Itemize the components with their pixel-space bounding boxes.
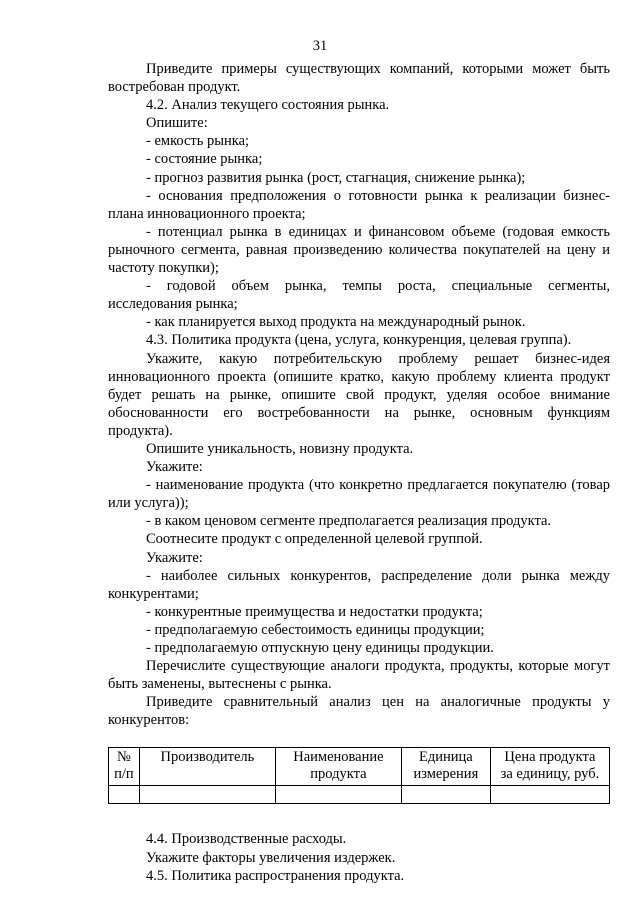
list-item: - состояние рынка; — [146, 151, 263, 168]
price-comparison-table — [108, 747, 610, 804]
table-cell — [490, 786, 609, 804]
paragraph: Перечислите существующие аналоги продукта, продукты, которые могут быть заменены, вытеснены с рынка. — [108, 658, 610, 693]
list-item: - емкость рынка; — [146, 133, 250, 150]
list-item: - наиболее сильных конкурентов, распределение доли рынка между конкурентами; — [108, 567, 610, 602]
list-item: - основания предположения о готовности рынка к реализации бизнес-плана инновационного проекта; — [108, 187, 610, 222]
list-item: - предполагаемую себестоимость единицы продукции; — [146, 621, 485, 638]
list-item: - прогноз развития рынка (рост, стагнация, снижение рынка); — [146, 169, 526, 186]
list-item: - потенциал рынка в единицах и финансовом объеме (годовая емкость рыночного сегмента, равная произведению количества покупателей на цену и частоту покупки); — [108, 223, 610, 277]
paragraph: Укажите, какую потребительскую проблему решает бизнес-идея инновационного проекта (опишите кратко, какую проблему клиента продукт будет решать на рынке, опишите свой продукт, уделяя особое внимание обоснованности его востребованности на рынке, основным функциям продукта). — [108, 350, 610, 439]
list-item: - годовой объем рынка, темпы роста, специальные сегменты, исследования рынка; — [108, 278, 610, 313]
paragraph: Укажите: — [146, 459, 203, 476]
table-row — [109, 786, 610, 804]
section-heading: 4.4. Производственные расходы. — [146, 831, 347, 848]
table-cell — [275, 786, 401, 804]
paragraph: Соотнесите продукт с определенной целевой группой. — [146, 531, 483, 548]
table-cell — [139, 786, 275, 804]
column-header-manufacturer: Производитель — [139, 748, 275, 786]
list-item: - как планируется выход продукта на международный рынок. — [146, 314, 526, 331]
paragraph: Укажите факторы увеличения издержек. — [146, 849, 396, 866]
column-header-unit: Единица измерения — [401, 748, 490, 786]
paragraph: Приведите примеры существующих компаний, которыми может быть востребован продукт. — [108, 61, 610, 96]
table-header-row — [109, 748, 610, 786]
paragraph: Укажите: — [146, 549, 203, 566]
column-header-price: Цена продукта за единицу, руб. — [490, 748, 609, 786]
page-number: 31 — [312, 38, 328, 54]
list-item: - предполагаемую отпускную цену единицы продукции. — [146, 640, 494, 656]
section-heading: 4.2. Анализ текущего состояния рынка. — [146, 97, 390, 114]
table-cell — [401, 786, 490, 804]
column-header-number: № п/п — [109, 748, 140, 786]
column-header-product-name: Наименование продукта — [275, 748, 401, 786]
list-item: - наименование продукта (что конкретно предлагается покупателю (товар или услуга)); — [108, 477, 610, 512]
list-item: - в каком ценовом сегменте предполагается реализация продукта. — [146, 513, 552, 530]
after-table-section — [108, 830, 610, 884]
table-cell — [109, 786, 140, 804]
page-content — [108, 60, 610, 885]
section-heading: 4.3. Политика продукта (цена, услуга, конкуренция, целевая группа). — [146, 332, 572, 349]
paragraph: Опишите: — [146, 115, 208, 132]
paragraph: Приведите сравнительный анализ цен на аналогичные продукты у конкурентов: — [108, 694, 610, 729]
paragraph: Опишите уникальность, новизну продукта. — [146, 440, 414, 457]
section-heading: 4.5. Политика распространения продукта. — [146, 867, 405, 884]
list-item: - конкурентные преимущества и недостатки продукта; — [146, 603, 483, 620]
